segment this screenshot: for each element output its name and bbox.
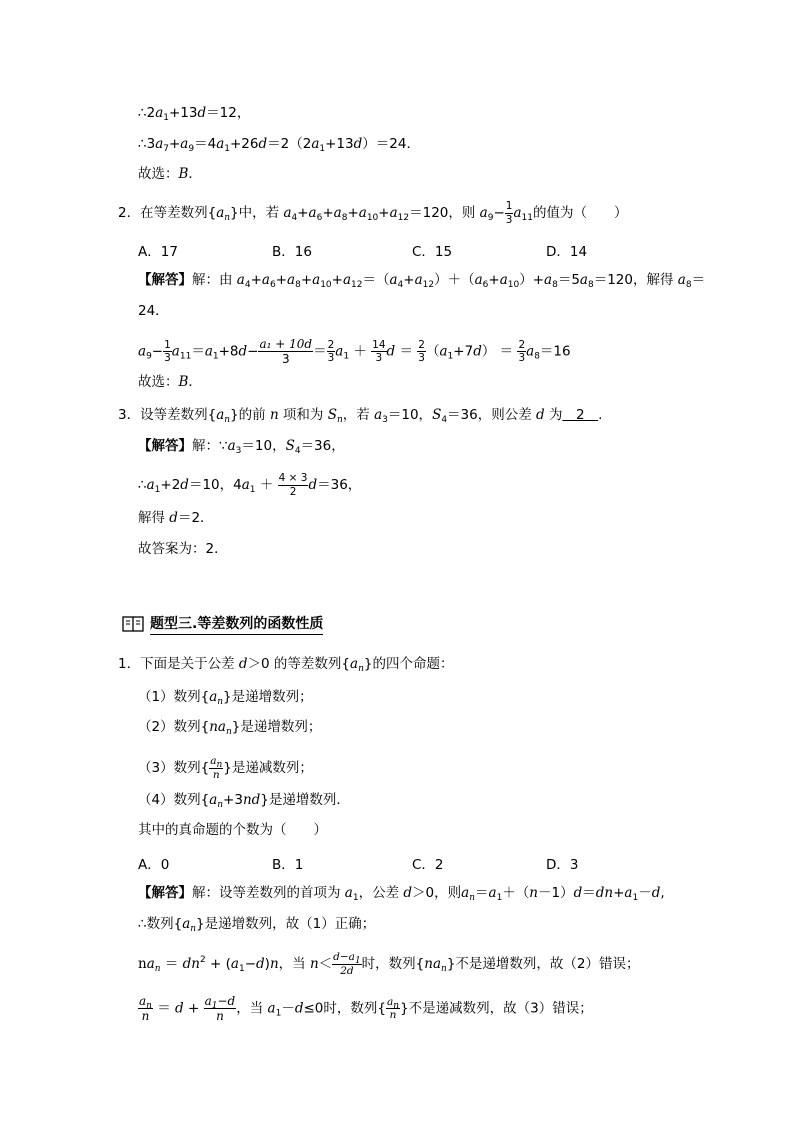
option-a[interactable]: A．0 <box>138 857 170 873</box>
question-2: 2．在等差数列$\{a_n\}$中，若 $a_4+a_6+a_8+a_{10}+a_{12}=120$，则 $a_9-$ $\frac{1}{3}$ $a_{11}$的值为（ ） <box>118 200 628 226</box>
answer-3-line-4: 故答案为：2． <box>138 541 228 557</box>
proposition-4: （4）数列$\{a_n+3nd\}$是递增数列． <box>138 792 350 810</box>
answer-3-line-3: 解得 d＝2． <box>138 510 214 526</box>
answer-4-line-3: $na_n = dn^2 + (a_1-d)n$，当 n＜ $\frac{d-a_1}{2d}$ 时，数列$\{na_n\}$不是递增数列，故（2）错误； <box>138 951 640 977</box>
answer-3-line-2: $\therefore a_1+2d=10$，$4a_1$ ＋ $\frac{4 \times 3}{2}$ d＝36， <box>138 472 362 498</box>
book-icon <box>122 616 144 632</box>
answer-2-calc: $a_9-$ $\frac{1}{3}$ $a_{11}=a_1+8d-$ $\frac{\text{a₁ + 10d}}{3}$ ＝ $\frac{2}{3}$ $a_1$ ＋ $\frac{14}{3}$ d ＝ $\frac{2}{3}$ $(a_1+7d)$ ＝ $\frac{2}{3}$ $a_8=16$ <box>138 337 571 366</box>
answer-2-line-1: 【解答】解：由 $a_4+a_6+a_8+a_{10}+a_{12}=(a_4+a_{12})+(a_6+a_{10})+a_8=5a_8=120$，解得 $a_8=$ <box>138 272 706 290</box>
option-a[interactable]: A．17 <box>138 244 178 260</box>
section-title: 题型三.等差数列的函数性质 <box>150 613 323 635</box>
option-c[interactable]: C．2 <box>412 857 444 873</box>
answer-4-line-2: ∴数列$\{a_n\}$是递增数列，故（1）正确； <box>138 916 376 934</box>
option-b[interactable]: B．16 <box>272 244 312 260</box>
option-b[interactable]: B．1 <box>272 857 304 873</box>
answer-2-line-2: 24． <box>138 303 169 319</box>
solution-choice: 故选：B． <box>138 166 202 182</box>
solution-line-1: $\therefore 2a_1+13d=12$， <box>138 105 251 123</box>
answer-3-line-1: 【解答】解：$\because a_3=10$，$S_4=36$， <box>138 438 345 456</box>
answer-4-line-1: 【解答】解：设等差数列的首项为 $a_1$，公差 d＞0，则$a_n=a_1+(n-1)d=dn+a_1-d$, <box>138 885 665 903</box>
option-d[interactable]: D．14 <box>546 244 588 260</box>
proposition-2: （2）数列$\{na_n\}$是递增数列； <box>138 719 322 737</box>
section-heading <box>122 613 323 635</box>
solution-line-2: $\therefore 3a_7+a_9=4a_1+26d=2(2a_1+13d)=24$． <box>138 136 420 154</box>
question-4: 1．下面是关于公差 d＞0 的等差数列$\{a_n\}$的四个命题： <box>118 656 454 674</box>
question-3: 3．设等差数列$\{a_n\}$的前 n 项和为 $S_n$，若 $a_3=10$，$S_4=36$，则公差 d 为 2 . <box>118 407 603 425</box>
answer-blank[interactable]: 2 <box>562 407 599 423</box>
question-4-prompt: 其中的真命题的个数为（ ） <box>138 822 327 838</box>
option-d[interactable]: D．3 <box>546 857 579 873</box>
answer-4-line-4: $\frac{a_n}{n}$ ＝ d + $\frac{a_1-d}{n}$ ，当 $a_1-d\le 0$时，数列{ $\frac{a_n}{n}$ }不是递减数列，故（3）错误； <box>139 994 593 1023</box>
proposition-1: （1）数列$\{a_n\}$是递增数列； <box>138 689 313 707</box>
option-c[interactable]: C．15 <box>412 244 453 260</box>
answer-2-choice: 故选：B． <box>138 374 202 390</box>
proposition-3: （3）数列{ $\frac{a_n}{n}$ }是递减数列； <box>138 755 313 781</box>
